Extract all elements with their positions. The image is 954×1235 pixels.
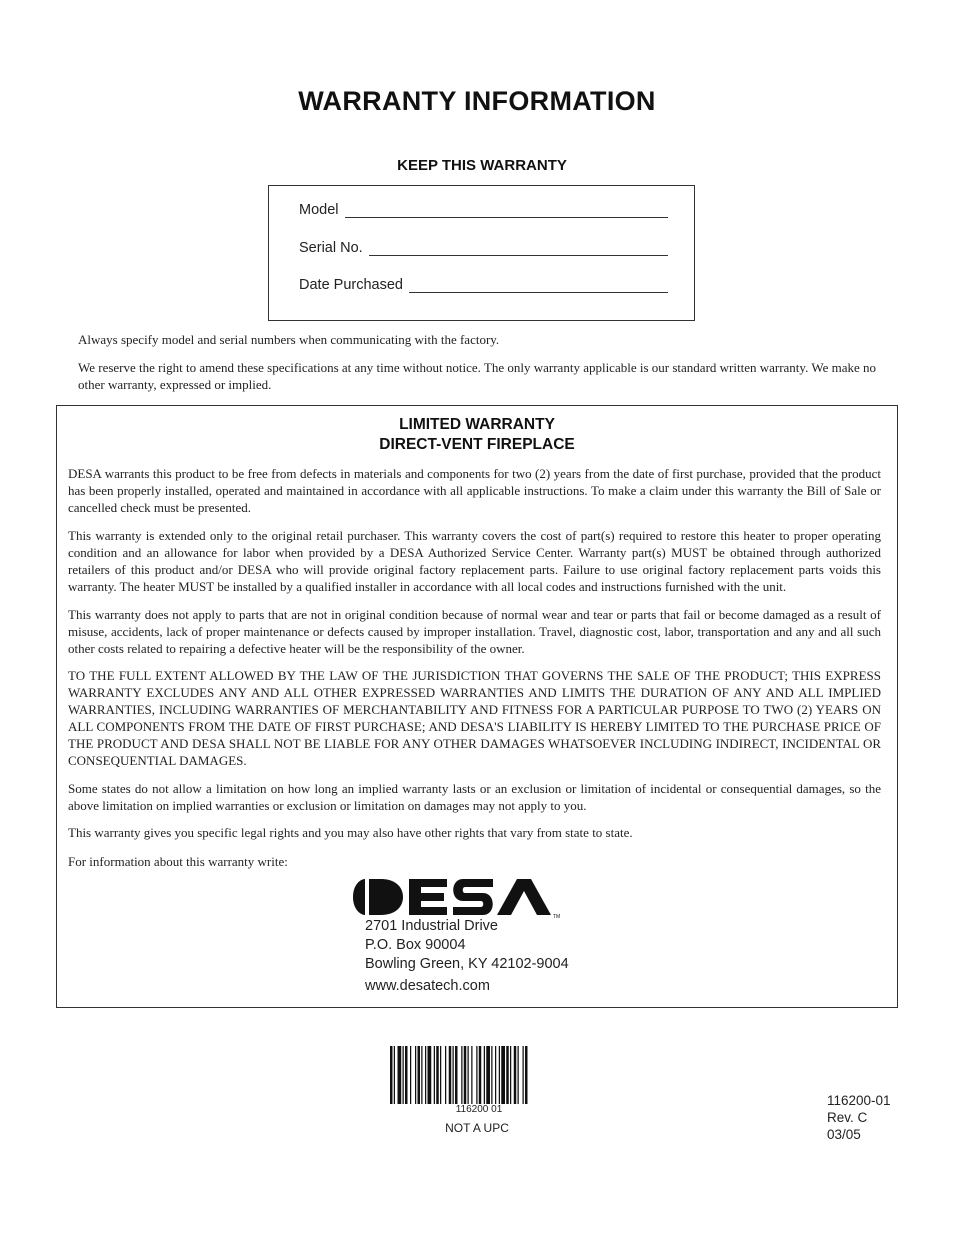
barcode-bar bbox=[461, 1046, 462, 1104]
barcode-bar bbox=[445, 1046, 446, 1104]
barcode-bar bbox=[436, 1046, 439, 1104]
warranty-heading-2: DIRECT-VENT FIREPLACE bbox=[379, 436, 575, 453]
keep-warranty-heading: KEEP THIS WARRANTY bbox=[397, 157, 567, 174]
barcode-bar bbox=[495, 1046, 496, 1104]
barcode-bar bbox=[455, 1046, 458, 1104]
barcode-bar bbox=[453, 1046, 454, 1104]
barcode-bar bbox=[428, 1046, 432, 1104]
serial-label: Serial No. bbox=[299, 240, 363, 256]
barcode-bar bbox=[405, 1046, 408, 1104]
revision: Rev. C bbox=[827, 1110, 868, 1125]
date-label: Date Purchased bbox=[299, 277, 403, 293]
warranty-paragraph: Some states do not allow a limitation on how long an implied warranty lasts or an exclusion or limitation of incidental or consequential damages, so the above limitation on implied warranties or exclusion or limitation on damages may not apply to you. bbox=[68, 781, 881, 813]
barcode-bar bbox=[523, 1046, 524, 1104]
barcode-bar bbox=[499, 1046, 500, 1104]
warranty-paragraph: This warranty gives you specific legal rights and you may also have other rights that vary from state to state. bbox=[68, 825, 633, 840]
barcode-bar bbox=[479, 1046, 482, 1104]
barcode-bar bbox=[468, 1046, 469, 1104]
barcode-bar bbox=[390, 1046, 393, 1104]
barcode-bar bbox=[415, 1046, 416, 1104]
model-row bbox=[299, 202, 668, 218]
barcode-bar bbox=[440, 1046, 441, 1104]
warranty-paragraph: For information about this warranty write: bbox=[68, 854, 288, 869]
address-line-2: P.O. Box 90004 bbox=[365, 937, 466, 953]
barcode-bar bbox=[525, 1046, 528, 1104]
barcode-bar bbox=[394, 1046, 395, 1104]
warranty-paragraph: This warranty is extended only to the original retail purchaser. This warranty covers the cost of part(s) required to restore this heater to proper operating condition and an allowance for labor when provided by a DESA Authorized Service Center. Warranty part(s) MUST be obtained through authorized retailers of this product and/or DESA who will provide original factory replacement parts. Failure to use original factory replacement parts voids this warranty. The heater MUST be installed by a qualified installer in accordance with all local codes and instructions furnished with the unit. bbox=[68, 528, 881, 594]
barcode-bar bbox=[418, 1046, 421, 1104]
barcode-bar bbox=[464, 1046, 467, 1104]
warranty-paragraph: TO THE FULL EXTENT ALLOWED BY THE LAW OF THE JURISDICTION THAT GOVERNS THE SALE OF THE PRODUCT; THIS EXPRESS WARRANTY EXCLUDES ANY AND ALL OTHER EXPRESSED WARRANTIES AND LIMITS THE DURATION OF ANY AND ALL IMPLIED WARRANTIES, INCLUDING WARRANTIES OF MERCHANTABILITY AND FITNESS FOR A PARTICULAR PURPOSE TO TWO (2) YEARS ON ALL COMPONENTS FROM THE DATE OF FIRST PURCHASE; AND DESA'S LIABILITY IS HEREBY LIMITED TO THE PURCHASE PRICE OF THE PRODUCT AND DESA SHALL NOT BE LIABLE FOR ANY OTHER DAMAGES WHATSOEVER INCLUDING INDIRECT, INCIDENTAL OR CONSEQUENTIAL DAMAGES. bbox=[68, 668, 881, 768]
model-field[interactable] bbox=[345, 204, 669, 218]
barcode-bar bbox=[434, 1046, 435, 1104]
serial-field[interactable] bbox=[369, 242, 668, 256]
serial-row bbox=[299, 240, 668, 256]
barcode-bar bbox=[425, 1046, 426, 1104]
part-number: 116200-01 bbox=[827, 1093, 891, 1108]
barcode-bar bbox=[476, 1046, 477, 1104]
barcode-bar bbox=[484, 1046, 485, 1104]
model-label: Model bbox=[299, 202, 339, 218]
desa-logo bbox=[351, 876, 561, 918]
company-website[interactable]: www.desatech.com bbox=[365, 978, 490, 994]
doc-date: 03/05 bbox=[827, 1127, 861, 1142]
warranty-paragraph: DESA warrants this product to be free from defects in materials and components for two (2) years from the date of first purchase, provided that the product has been properly installed, operated and maintained in accordance with all applicable instructions. To make a claim under this warranty the Bill of Sale or cancelled check must be presented. bbox=[68, 466, 881, 515]
registration-box bbox=[268, 185, 695, 321]
specify-note: Always specify model and serial numbers when communicating with the factory. bbox=[78, 332, 500, 347]
barcode-bar bbox=[486, 1046, 490, 1104]
warranty-heading-1: LIMITED WARRANTY bbox=[399, 416, 555, 433]
barcode-bar bbox=[449, 1046, 452, 1104]
barcode-bar bbox=[518, 1046, 519, 1104]
not-upc-label: NOT A UPC bbox=[445, 1121, 509, 1135]
barcode-bar bbox=[501, 1046, 505, 1104]
barcode-bar bbox=[410, 1046, 411, 1104]
reserve-note: We reserve the right to amend these specifications at any time without notice. The only warranty applicable is our standard written warranty. We make no other warranty, expressed or implied. bbox=[78, 360, 876, 392]
barcode-bar bbox=[491, 1046, 492, 1104]
trademark-text: TM bbox=[553, 914, 561, 918]
limited-warranty-box bbox=[56, 405, 898, 1008]
page-title: WARRANTY INFORMATION bbox=[298, 86, 656, 116]
barcode-bar bbox=[510, 1046, 511, 1104]
date-row bbox=[299, 277, 668, 293]
document-info bbox=[827, 1092, 891, 1143]
date-field[interactable] bbox=[409, 279, 668, 293]
barcode-bar bbox=[403, 1046, 404, 1104]
barcode-bar bbox=[471, 1046, 472, 1104]
address-line-1: 2701 Industrial Drive bbox=[365, 918, 498, 934]
barcode-bar bbox=[421, 1046, 422, 1104]
barcode-bar bbox=[514, 1046, 517, 1104]
address-line-3: Bowling Green, KY 42102-9004 bbox=[365, 956, 569, 972]
barcode-image bbox=[390, 1046, 568, 1104]
barcode-bar bbox=[398, 1046, 402, 1104]
warranty-paragraph: This warranty does not apply to parts that are not in original condition because of normal wear and tear or parts that fail or become damaged as a result of misuse, accidents, lack of proper maintenance or defects caused by improper installation. Travel, diagnostic cost, labor, transportation and any and all such other costs related to repairing a defective heater will be the responsibility of the owner. bbox=[68, 607, 881, 656]
company-address bbox=[365, 917, 569, 974]
barcode-bar bbox=[506, 1046, 509, 1104]
barcode-number: 116200 01 bbox=[455, 1104, 503, 1115]
